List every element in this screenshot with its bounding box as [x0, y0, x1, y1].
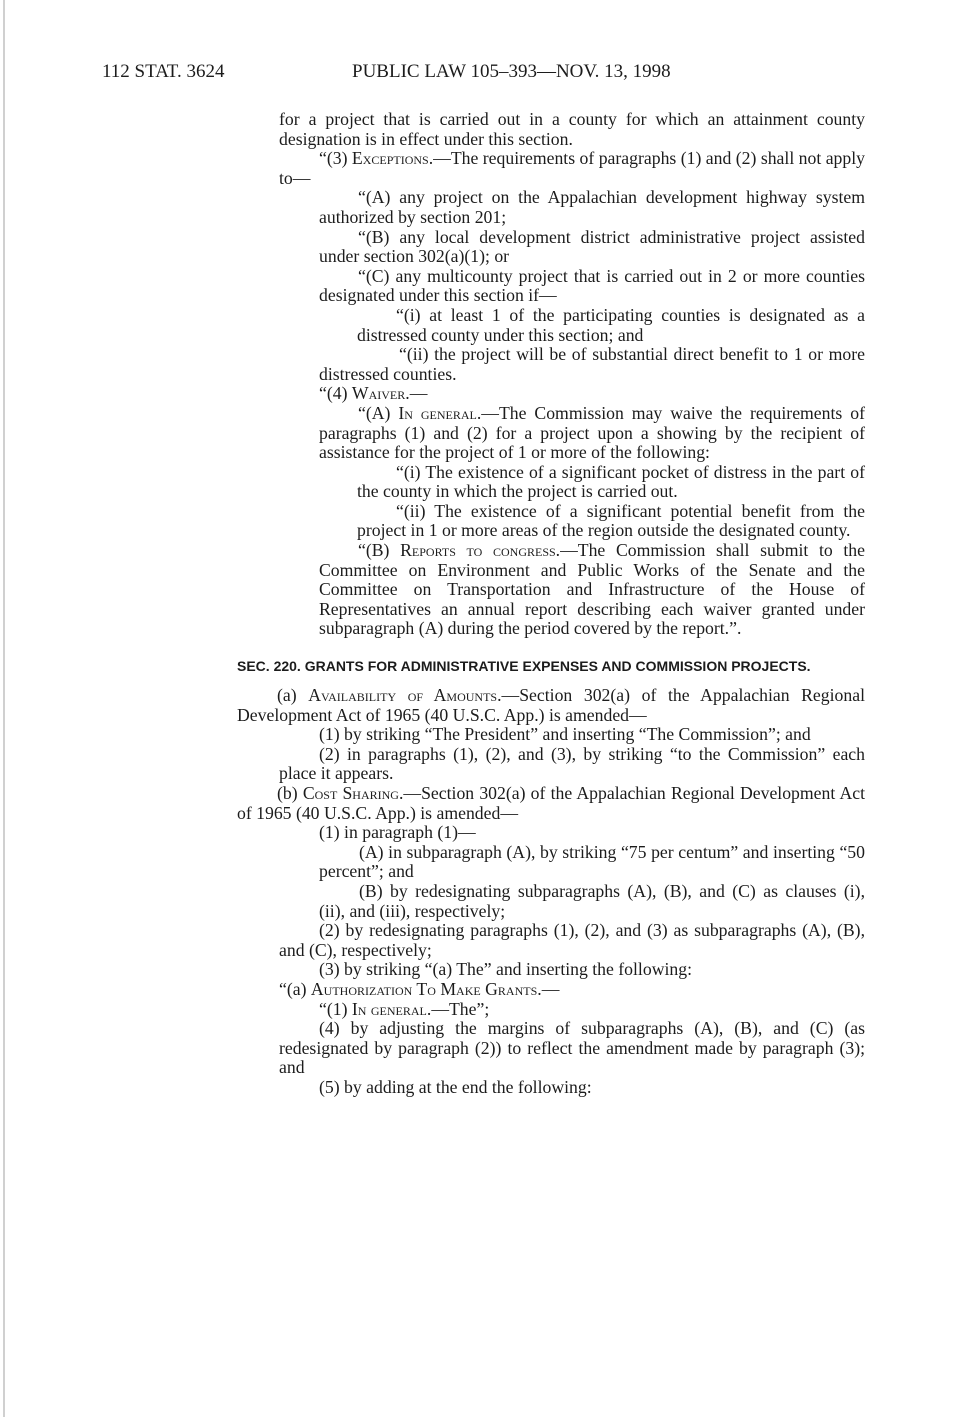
- quoted-paragraph-1: “(1) In general.—The”;: [319, 998, 490, 1019]
- heading-availability: Availability of Amounts: [308, 685, 498, 706]
- paragraph: for a project that is carried out in a county for which an attainment county designation is in effect under this section.: [279, 109, 865, 149]
- subsection-b: (b) Cost Sharing.—Section 302(a) of the Appalachian Regional Development Act of 1965 (40 U.S.C. App.) is amended—: [237, 783, 866, 823]
- quoted-subsection-a: “(a) Authorization To Make Grants.—: [279, 978, 560, 999]
- paragraph-exceptions: “(3) Exceptions.—The requirements of paragraphs (1) and (2) shall not apply to—: [279, 148, 865, 188]
- paragraph-2: (2) by redesignating paragraphs (1), (2), and (3) as subparagraphs (A), (B), and (C), respectively;: [279, 920, 865, 960]
- clause-pocket-of-distress: “(i) The existence of a significant pocket of distress in the part of the county in which the project is carried out.: [357, 461, 865, 502]
- paragraph-3: (3) by striking “(a) The” and inserting the following:: [319, 959, 692, 980]
- heading-in-general: In general: [398, 402, 477, 423]
- heading-waiver: Waiver: [351, 383, 406, 404]
- subparagraph-a: (A) in subparagraph (A), by striking “75 per centum” and inserting “50 percent”; and: [319, 841, 865, 882]
- section-heading: SEC. 220. GRANTS FOR ADMINISTRATIVE EXPENSES AND COMMISSION PROJECTS.: [237, 658, 811, 675]
- subparagraph-b: “(B) any local development district administrative project assisted under section 302(a)(1); or: [319, 226, 865, 267]
- heading-authorization: Authorization To Make Grants: [310, 978, 538, 999]
- heading-cost-sharing: Cost Sharing: [302, 783, 399, 803]
- paragraph-2: (2) in paragraphs (1), (2), and (3), by striking “to the Commission” each place it appears.: [279, 743, 865, 784]
- paragraph-4: (4) by adjusting the margins of subparagraphs (A), (B), and (C) (as redesignated by paragraph (2)) to reflect the amendment made by paragraph (3); and: [279, 1018, 865, 1078]
- heading-reports-to-congress: Reports to congress: [400, 540, 556, 561]
- running-header: PUBLIC LAW 105–393—NOV. 13, 1998: [352, 61, 671, 82]
- document-body: [237, 110, 865, 1098]
- subparagraph-in-general: “(A) In general.—The Commission may waive the requirements of paragraphs (1) and (2) for a project upon a showing by the recipient of assistance for the project of 1 or more of the following:: [319, 402, 865, 463]
- subparagraph-c: “(C) any multicounty project that is carried out in 2 or more counties designated under this section if—: [319, 265, 865, 306]
- subparagraph-b: (B) by redesignating subparagraphs (A), (B), and (C) as clauses (i), (ii), and (iii), respectively;: [319, 880, 865, 921]
- clause-potential-benefit: “(ii) The existence of a significant potential benefit from the project in 1 or more areas of the region outside the designated county.: [357, 500, 865, 541]
- subparagraph-a: “(A) any project on the Appalachian development highway system authorized by section 201;: [319, 187, 865, 227]
- statute-page-number: 112 STAT. 3624: [102, 61, 225, 82]
- subparagraph-reports: “(B) Reports to congress.—The Commission shall submit to the Committee on Environment and Public Works of the Senate and the Committee on Transportation and Infrastructure of the House of Representatives an annual report describing each waiver granted under subparagraph (A) during the period covered by the report.”.: [319, 540, 865, 639]
- clause-ii: “(ii) the project will be of substantial direct benefit to 1 or more distressed counties.: [319, 344, 865, 384]
- paragraph-1: (1) in paragraph (1)—: [319, 822, 476, 843]
- clause-i: “(i) at least 1 of the participating counties is designated as a distressed county under this section; and: [357, 304, 865, 345]
- paragraph-5: (5) by adding at the end the following:: [319, 1076, 592, 1097]
- paragraph-waiver: “(4) Waiver.—: [319, 383, 428, 404]
- heading-exceptions: Exceptions: [351, 148, 429, 169]
- heading-in-general: In general: [351, 998, 427, 1019]
- subsection-a: (a) Availability of Amounts.—Section 302(a) of the Appalachian Regional Development Act of 1965 (40 U.S.C. App.) is amended—: [237, 685, 865, 725]
- scan-edge-shadow: [3, 0, 5, 1417]
- paragraph-1: (1) by striking “The President” and inserting “The Commission”; and: [319, 724, 811, 745]
